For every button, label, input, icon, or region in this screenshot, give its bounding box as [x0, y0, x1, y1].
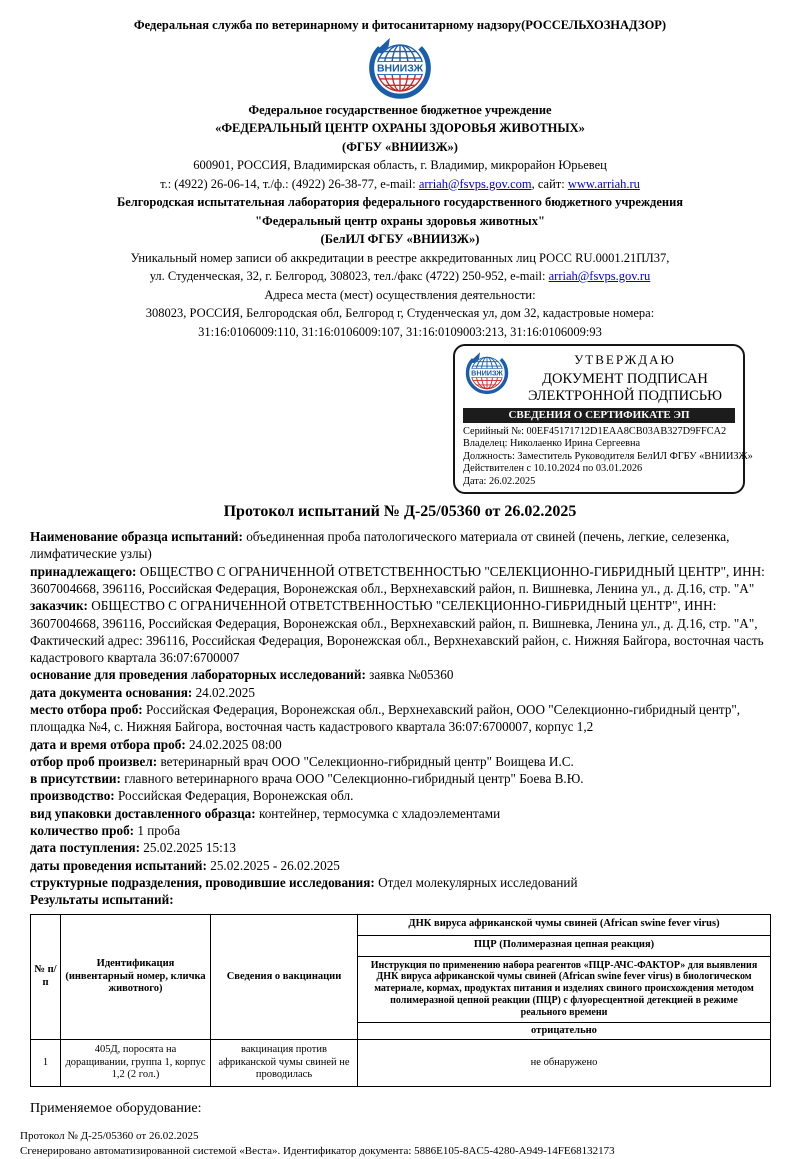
- accreditation-line: Уникальный номер записи об аккредитации в реестре аккредитованных лиц РОСС RU.0001.21ПЛ37,: [130, 250, 670, 265]
- stamp-serial: Серийный №: 00EF45171712D1EAA8CB03AB327D9FFCA2: [463, 426, 727, 437]
- protocol-fields: [30, 528, 770, 909]
- org-contact-line: [30, 175, 770, 194]
- instruction-cell: Инструкция по применению набора реагентов «ПЦР-АЧС-ФАКТОР» для выявления ДНК вируса африканской чумы свиней (African swine fever virus) в биологическом материале, кормах, продуктах питания и изделиях свиного происхождения методом полимеразной цепной реакции (ПЦР) с флуоресцентной детекцией в режиме реального времени: [358, 956, 771, 1022]
- lab-contact-line: [30, 267, 770, 286]
- lab-name-line1: Белгородская испытательная лаборатория федерального государственного бюджетного учреждения: [116, 195, 684, 209]
- col-header-identification: Идентификация (инвентарный номер, кличка животного): [61, 914, 211, 1039]
- stamp-owner: Владелец: Николаенко Ирина Сергеевна: [463, 438, 641, 450]
- cadastral-numbers: 31:16:0106009:110, 31:16:0106009:107, 31:16:0109003:213, 31:16:0106009:93: [198, 324, 602, 339]
- footer-protocol-number: Протокол № Д-25/05360 от 26.02.2025: [20, 1129, 199, 1142]
- stamp-date: Дата: 26.02.2025: [463, 475, 536, 487]
- results-table: [30, 914, 771, 1087]
- stamp-vniizh-logo-icon: [463, 351, 511, 395]
- stamp-approve: УТВЕРЖДАЮ: [574, 352, 676, 367]
- site-link[interactable]: www.arriah.ru: [567, 176, 640, 191]
- lab-name-line3: (БелИЛ ФГБУ «ВНИИЗЖ»): [320, 232, 480, 246]
- field-departments: структурные подразделения, проводившие исследования: Отдел молекулярных исследований: [30, 874, 578, 890]
- results-heading: Результаты испытаний:: [30, 892, 174, 908]
- norm-cell: отрицательно: [358, 1022, 771, 1040]
- stamp-signed-line1: ДОКУМЕНТ ПОДПИСАН: [542, 371, 708, 387]
- field-witness: в присутствии: главного ветеринарного врача ООО "Селекционно-гибридный центр" Боева В.Ю.: [30, 771, 584, 787]
- field-sampling-datetime: дата и время отбора проб: 24.02.2025 08:00: [30, 736, 282, 752]
- field-packaging: вид упаковки доставленного образца: контейнер, термосумка с хладоэлементами: [30, 805, 501, 821]
- org-name: «ФЕДЕРАЛЬНЫЙ ЦЕНТР ОХРАНЫ ЗДОРОВЬЯ ЖИВОТНЫХ»: [215, 121, 585, 135]
- test-name-cell: ДНК вируса африканской чумы свиней (African swine fever virus): [358, 914, 771, 935]
- contact-mid: , сайт:: [531, 176, 568, 191]
- field-basis-date: дата документа основания: 24.02.2025: [30, 684, 255, 700]
- stamp-signed-line2: ЭЛЕКТРОННОЙ ПОДПИСЬЮ: [527, 387, 723, 404]
- field-sampling-place: место отбора проб: Российская Федерация, Воронежская обл., Верхнехавский район, ООО "Селекционно-гибридный центр", площадка №4, с. Нижняя Байгора, восточная часть кадастрового квартала 36:07:6700007, корпус 1,2: [30, 702, 741, 735]
- org-address: 600901, РОССИЯ, Владимирская область, г. Владимир, микрорайон Юрьевец: [193, 158, 607, 172]
- field-receipt-date: дата поступления: 25.02.2025 15:13: [30, 840, 236, 856]
- lab-email-link[interactable]: arriah@fsvps.gov.ru: [548, 269, 651, 283]
- protocol-title: Протокол испытаний № Д-25/05360 от 26.02.2025: [223, 503, 577, 521]
- field-sample-name: Наименование образца испытаний: объединенная проба патологического материала от свиней (печень, легкие, селезенка, лимфатические узлы): [30, 529, 730, 562]
- col-header-num: № п/п: [31, 914, 61, 1039]
- footer-generated-line: Сгенерировано автоматизированной системой «Веста». Идентификатор документа: 5886E105-8AC5-4280-A949-14FE68132173: [20, 1144, 615, 1157]
- row-result-cell: не обнаружено: [358, 1040, 771, 1087]
- field-production: производство: Российская Федерация, Воронежская обл.: [30, 788, 354, 804]
- field-customer: заказчик: ОБЩЕСТВО С ОГРАНИЧЕННОЙ ОТВЕТСТВЕННОСТЬЮ "СЕЛЕКЦИОННО-ГИБРИДНЫЙ ЦЕНТР", ИНН: 3607004668, 396116, Российская Федерация, Воронежская обл., Верхнехавский район, п. Вишневка, Ленина ул., д. Д.16, стр. "А", Фактический адрес: 396116, Российская Федерация, Воронежская обл., Верхнехавский район, с. Нижняя Байгора, восточная часть кадастрового квартала 36:07:6700007: [30, 598, 764, 666]
- lab-contact-prefix: ул. Студенческая, 32, г. Белгород, 308023, тел./факс (4722) 250-952, e-mail:: [149, 269, 549, 283]
- page-footer: [20, 1129, 770, 1159]
- digital-signature-stamp: [453, 344, 753, 494]
- field-owner: принадлежащего: ОБЩЕСТВО С ОГРАНИЧЕННОЙ ОТВЕТСТВЕННОСТЬЮ "СЕЛЕКЦИОННО-ГИБРИДНЫЙ ЦЕНТР", ИНН: 3607004668, 396116, Российская Федерация, Воронежская обл., Верхнехавский район, п. Вишневка, Ленина ул., д. Д.16, стр. "А": [30, 563, 765, 596]
- col-header-vaccination: Сведения о вакцинации: [211, 914, 358, 1039]
- stamp-cert-bar: СВЕДЕНИЯ О СЕРТИФИКАТЕ ЭП: [463, 408, 735, 423]
- stamp-position: Должность: Заместитель Руководителя БелИЛ ФГБУ «ВНИИЗЖ»: [463, 450, 753, 462]
- stamp-validity: Действителен с 10.10.2024 по 03.01.2026: [463, 463, 643, 475]
- method-cell: ПЦР (Полимеразная цепная реакция): [358, 935, 771, 956]
- row-num-cell: 1: [31, 1040, 61, 1087]
- org-short: (ФГБУ «ВНИИЗЖ»): [342, 139, 458, 154]
- org-type: Федеральное государственное бюджетное учреждение: [248, 102, 552, 117]
- row-identification-cell: 405Д, поросята на доращивании, группа 1, корпус 1,2 (2 гол.): [61, 1040, 211, 1087]
- row-vaccination-cell: вакцинация против африканской чумы свиней не проводилась: [211, 1040, 358, 1087]
- activity-label: Адреса места (мест) осуществления деятельности:: [264, 287, 536, 302]
- activity-address: 308023, РОССИЯ, Белгородская обл, Белгород г, Студенческая ул, дом 32, кадастровые номера:: [145, 306, 655, 320]
- vniizh-logo-icon: [364, 36, 436, 100]
- field-basis: основание для проведения лабораторных исследований: заявка №05360: [30, 667, 454, 683]
- agency-line: Федеральная служба по ветеринарному и фитосанитарному надзору(РОССЕЛЬХОЗНАДЗОР): [133, 18, 667, 32]
- email-link[interactable]: arriah@fsvps.gov.com: [418, 176, 532, 191]
- contact-prefix: т.: (4922) 26-06-14, т./ф.: (4922) 26-38-77, e-mail:: [160, 176, 419, 191]
- equipment-heading: Применяемое оборудование:: [30, 1100, 202, 1116]
- table-row: [31, 1040, 771, 1087]
- field-test-dates: даты проведения испытаний: 25.02.2025 - 26.02.2025: [30, 857, 340, 873]
- field-sample-count: количество проб: 1 проба: [30, 823, 181, 839]
- field-sampled-by: отбор проб произвел: ветеринарный врач ООО "Селекционно-гибридный центр" Воищева И.С.: [30, 753, 574, 769]
- lab-name-line2: "Федеральный центр охраны здоровья животных": [255, 213, 545, 228]
